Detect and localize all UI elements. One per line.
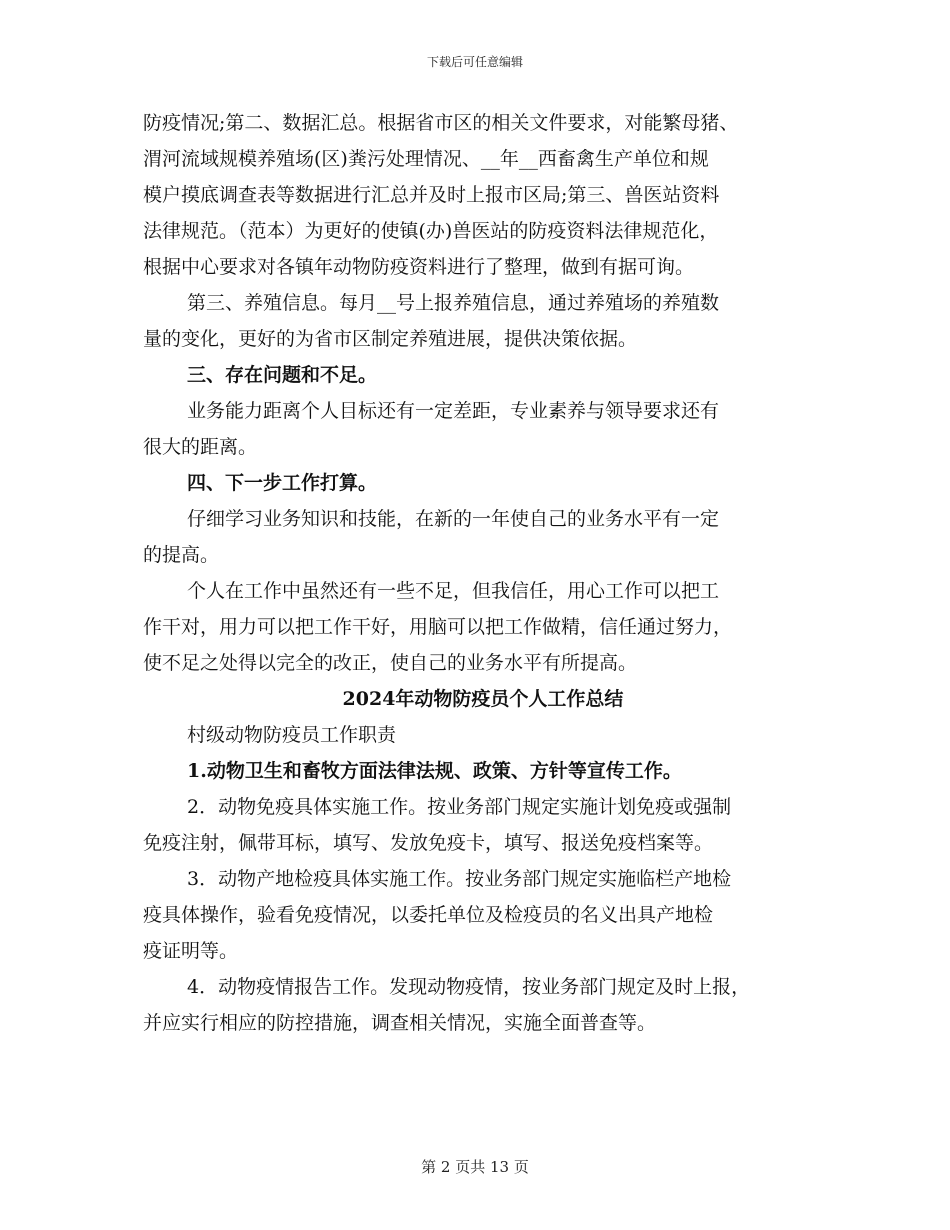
section-heading-line: 1.动物卫生和畜牧方面法律法规、政策、方针等宣传工作。 — [187, 760, 682, 782]
paragraph-line: 量的变化，更好的为省市区制定养殖进展，提供决策依据。 — [143, 328, 638, 350]
paragraph — [143, 861, 823, 969]
paragraph — [143, 285, 823, 357]
paragraph-line: 的提高。 — [143, 544, 220, 566]
paragraph-line: 第三、养殖信息。每月__号上报养殖信息，通过养殖场的养殖数 — [187, 292, 720, 314]
paragraph-line: 疫证明等。 — [143, 940, 239, 962]
paragraph — [143, 753, 823, 789]
paragraph-line: 疫具体操作，验看免疫情况，以委托单位及检疫员的名义出具产地检 — [143, 904, 714, 926]
paragraph-line: 模户摸底调查表等数据进行汇总并及时上报市区局;第三、兽医站资料 — [143, 184, 720, 206]
section-heading-line: 三、存在问题和不足。 — [187, 364, 378, 386]
paragraph-line: 使不足之处得以完全的改正，使自己的业务水平有所提高。 — [143, 652, 638, 674]
section-title: 2024年动物防疫员个人工作总结 — [342, 688, 624, 710]
paragraph — [143, 969, 823, 1041]
paragraph-line: 法律规范。（范本）为更好的使镇(办)兽医站的防疫资料法律规范化， — [143, 220, 719, 242]
paragraph-line: 个人在工作中虽然还有一些不足，但我信任，用心工作可以把工 — [187, 580, 720, 602]
paragraph-line: 村级动物防疫员工作职责 — [187, 724, 397, 746]
paragraph-line: 3．动物产地检疫具体实施工作。按业务部门规定实施临栏产地检 — [187, 868, 732, 890]
paragraph-line: 业务能力距离个人目标还有一定差距，专业素养与领导要求还有 — [187, 400, 720, 422]
section-heading-line: 四、下一步工作打算。 — [187, 472, 378, 494]
paragraph — [143, 717, 823, 753]
paragraph — [143, 105, 823, 285]
paragraph — [143, 393, 823, 465]
document-body — [143, 105, 823, 1041]
paragraph-line: 防疫情况;第二、数据汇总。根据省市区的相关文件要求，对能繁母猪、 — [143, 112, 739, 134]
paragraph-line: 免疫注射，佩带耳标，填写、发放免疫卡，填写、报送免疫档案等。 — [143, 832, 714, 854]
paragraph-line: 2．动物免疫具体实施工作。按业务部门规定实施计划免疫或强制 — [187, 796, 732, 818]
paragraph — [143, 501, 823, 573]
paragraph — [143, 789, 823, 861]
paragraph-line: 作干对，用力可以把工作干好，用脑可以把工作做精，信任通过努力， — [143, 616, 733, 638]
paragraph — [143, 573, 823, 681]
paragraph — [143, 357, 823, 393]
paragraph-line: 4．动物疫情报告工作。发现动物疫情，按业务部门规定及时上报， — [187, 976, 751, 998]
paragraph — [143, 465, 823, 501]
paragraph-line: 仔细学习业务知识和技能，在新的一年使自己的业务水平有一定 — [187, 508, 720, 530]
page-footer: 第 2 页共 13 页 — [421, 1158, 529, 1176]
paragraph-line: 并应实行相应的防控措施，调查相关情况，实施全面普查等。 — [143, 1012, 657, 1034]
paragraph-line: 很大的距离。 — [143, 436, 258, 458]
paragraph — [143, 681, 823, 717]
page-header: 下载后可任意编辑 — [426, 55, 523, 69]
paragraph-line: 渭河流域规模养殖场(区)粪污处理情况、__年__西畜禽生产单位和规 — [143, 148, 709, 170]
paragraph-line: 根据中心要求对各镇年动物防疫资料进行了整理，做到有据可询。 — [143, 256, 695, 278]
